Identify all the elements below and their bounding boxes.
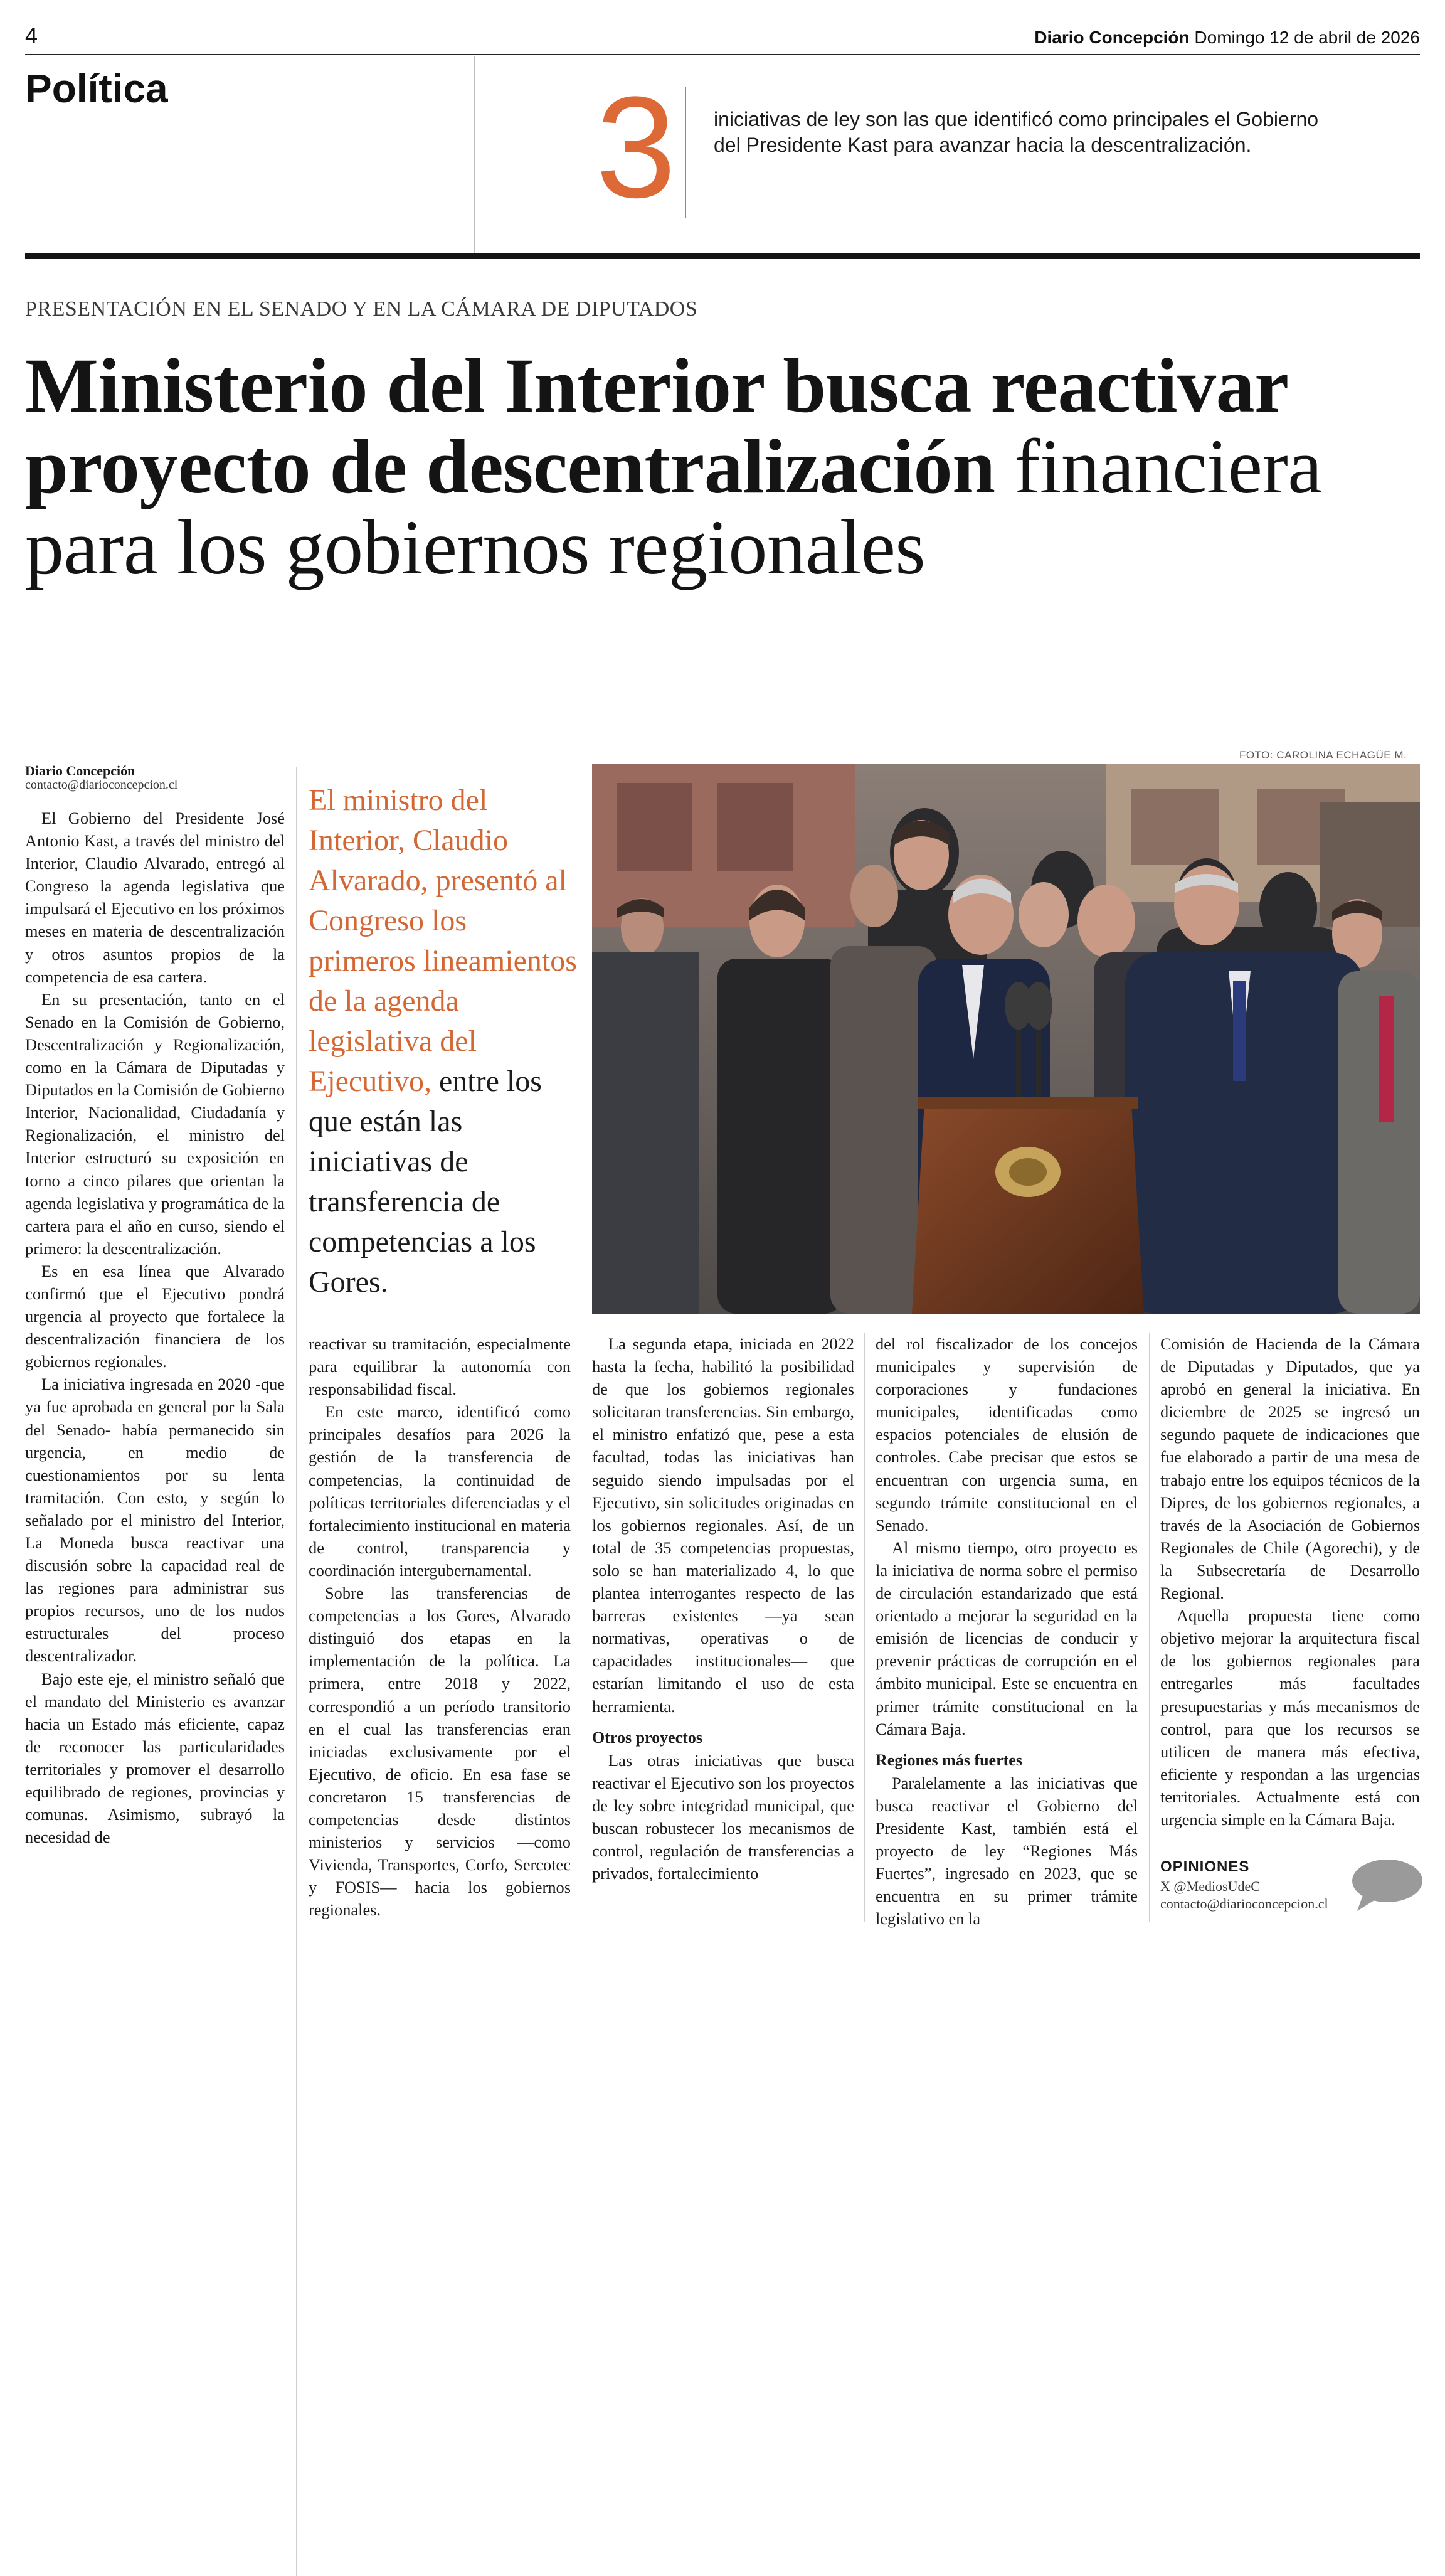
masthead — [1034, 28, 1420, 48]
column-2 — [309, 1333, 571, 1921]
paragraph: La iniciativa ingresada en 2020 -que ya fue aprobada en general por la Sala del Senado- había permanecido sin urgencia, en medio de cuestionamientos por su lenta tramitación. Con esto, y según lo señalado por el ministro del Interior, La Moneda busca reactivar una discusión sobre la capacidad real de las regiones para administrar sus propios recursos, uno de los nudos estructurales del proceso descentralizador. — [25, 1375, 285, 1666]
issue-date: Domingo 12 de abril de 2026 — [1194, 28, 1420, 47]
pull-quote-accent: El ministro del Interior, Claudio Alvarado, presentó al Congreso los primeros lineamientos de la agenda legislativa del Ejecutivo, — [309, 784, 577, 1098]
highlight-divider — [685, 87, 686, 218]
paragraph: Es en esa línea que Alvarado confirmó que el Ejecutivo pondrá urgencia al proyecto que fortalece la descentralización financiera de los gobiernos regionales. — [25, 1261, 285, 1371]
section-title: Política — [25, 66, 168, 111]
subhead-otros-proyectos: Otros proyectos — [592, 1728, 702, 1747]
press-photo-illustration — [592, 764, 1420, 1314]
headline — [25, 345, 1424, 588]
headline-regular: financiera para los gobiernos regionales — [25, 423, 1322, 590]
kicker: PRESENTACIÓN EN EL SENADO Y EN LA CÁMARA DE DIPUTADOS — [25, 297, 698, 321]
subhead-regiones-mas-fuertes: Regiones más fuertes — [876, 1750, 1022, 1769]
paragraph: Al mismo tiempo, otro proyecto es la iniciativa de norma sobre el permiso de circulación estandarizado que está orientado a mejorar la seguridad en la emisión de licencias de conducir y prevenir prácticas de corrupción en el ámbito municipal. Este se encuentra en primer trámite constitucional en la Cámara Baja. — [876, 1538, 1138, 1738]
column-4 — [876, 1333, 1138, 1930]
paragraph: Bajo este eje, el ministro señaló que el mandato del Ministerio es avanzar hacia un Estado más eficiente, capaz de reconocer las particularidades territoriales y promover el desarrollo equilibrado de regiones, provincias y comunas. Asimismo, subrayó la necesidad de — [25, 1669, 285, 1847]
headline-bold: Ministerio del Interior busca reactivar proyecto de descentralización — [25, 343, 1288, 509]
opinion-x-handle[interactable]: X @MediosUdeC — [1160, 1878, 1260, 1894]
paragraph: Comisión de Hacienda de la Cámara de Diputadas y Diputados, que ya aprobó en general la iniciativa. En diciembre de 2025 se ingresó un segundo paquete de indicaciones que fue elaborado a partir de una mesa de trabajo entre los equipos técnicos de la Dipres, de los gobiernos regionales, a través de la Asociación de Gobiernos Regionales de Chile (Agorechi), y de la Subsecretaría de Desarrollo Regional. — [1160, 1334, 1420, 1603]
paragraph: del rol fiscalizador de los concejos municipales y supervisión de corporaciones y fundaciones municipales, identificadas como espacios potenciales de elusión de controles. Cabe precisar que estos se encuentran con urgencia suma, en segundo trámite constitucional en el Senado. — [876, 1334, 1138, 1535]
top-rule — [25, 54, 1420, 55]
paragraph: Sobre las transferencias de competencias a los Gores, Alvarado distinguió dos etapas en la implementación de la política. La primera, entre 2018 y 2022, correspondió a un período transitorio en el cual las transferencias eran iniciadas exclusivamente por el Ejecutivo, de oficio. En esa fase se concretaron 15 transferencias de competencias desde distintos ministerios y servicios —como Vivienda, Transportes, Corfo, Sercotec y FOSIS— hacia los gobiernos regionales. — [309, 1583, 571, 1920]
opinion-email[interactable]: contacto@diarioconcepcion.cl — [1160, 1896, 1328, 1912]
column-divider — [1149, 1333, 1150, 1922]
paragraph: Paralelamente a las iniciativas que busca reactivar el Gobierno del Presidente Kast, también está el proyecto de ley “Regiones Más Fuertes”, ingresado en 2023, que se encuentra en su primer trámite legislativo en la — [876, 1773, 1138, 1929]
section-rule — [25, 253, 1420, 259]
column-5 — [1160, 1333, 1420, 1831]
paper-name: Diario Concepción — [1034, 28, 1190, 47]
speech-bubble-icon — [1348, 1857, 1424, 1912]
byline-name: Diario Concepción — [25, 763, 135, 779]
paragraph: Las otras iniciativas que busca reactivar el Ejecutivo son los proyectos de ley sobre integridad municipal, que buscan robustecer los mecanismos de control, regulación de transferencias a privados, fortalecimiento — [592, 1750, 854, 1883]
paragraph: La segunda etapa, iniciada en 2022 hasta la fecha, habilitó la posibilidad de que los gobiernos regionales solicitaran transferencias. Sin embargo, el ministro enfatizó que, pese a esta facultad, todas las iniciativas han seguido siendo impulsadas por el Ejecutivo, sin solicitudes originadas en los gobiernos regionales. Así, de un total de 35 competencias propuestas, solo se han materializado 4, lo que plantea interrogantes respecto de las barreras existentes —ya sean normativas, operativas o de capacidades institucionales— que estarían limitando el uso de esta herramienta. — [592, 1334, 854, 1716]
pull-quote — [309, 780, 577, 1302]
column-divider — [864, 1333, 865, 1922]
opinion-title: OPINIONES — [1160, 1858, 1250, 1875]
column-3 — [592, 1333, 854, 1885]
paragraph: reactivar su tramitación, especialmente para equilibrar la autonomía con responsabilidad fiscal. — [309, 1334, 571, 1399]
pull-quote-rest: entre los que están las iniciativas de transferencia de competencias a los Gores. — [309, 1065, 542, 1299]
paragraph: En este marco, identificó como principales desafíos para 2026 la gestión de la transferencia de competencias, la continuidad de políticas territoriales diferenciadas y el fortalecimiento institucional en materia de control, transparencia y coordinación intergubernamental. — [309, 1402, 571, 1580]
page-number: 4 — [25, 23, 38, 48]
column-1 — [25, 807, 285, 1848]
header-divider — [474, 56, 475, 255]
highlight-text: iniciativas de ley son las que identificó como principales el Gobierno del Presidente Kast para avanzar hacia la descentralización. — [714, 108, 1319, 156]
paragraph: Aquella propuesta tiene como objetivo mejorar la arquitectura fiscal de los gobiernos regionales para entregarles más facultades presupuestarias y más mecanismos de control, para que los recursos se utilicen de manera más efectiva, eficiente y respondan a las urgencias territoriales. Actualmente está con urgencia simple en la Cámara Baja. — [1160, 1606, 1420, 1829]
paragraph: El Gobierno del Presidente José Antonio Kast, a través del ministro del Interior, Claudio Alvarado, entregó al Congreso la agenda legislativa que impulsará el Ejecutivo en los próximos meses en materia de descentralización y otros asuntos propios de la competencia de esa cartera. — [25, 809, 285, 986]
byline-email: contacto@diarioconcepcion.cl — [25, 778, 178, 792]
paragraph: En su presentación, tanto en el Senado en la Comisión de Gobierno, Descentralización y Regionalización, como en la Cámara de Diputadas y Diputados en la Comisión de Gobierno Interior, Nacionalidad, Ciudadanía y Regionalización, el ministro del Interior estructuró su exposición en torno a cinco pilares que orientan la agenda legislativa y programática de la cartera para el año en curso, siendo el primero: la descentralización. — [25, 989, 285, 1258]
highlight-number: 3 — [596, 67, 676, 228]
press-photo — [592, 764, 1420, 1314]
column-divider — [296, 767, 297, 2576]
photo-credit: FOTO: CAROLINA ECHAGÜE M. — [1239, 749, 1407, 761]
